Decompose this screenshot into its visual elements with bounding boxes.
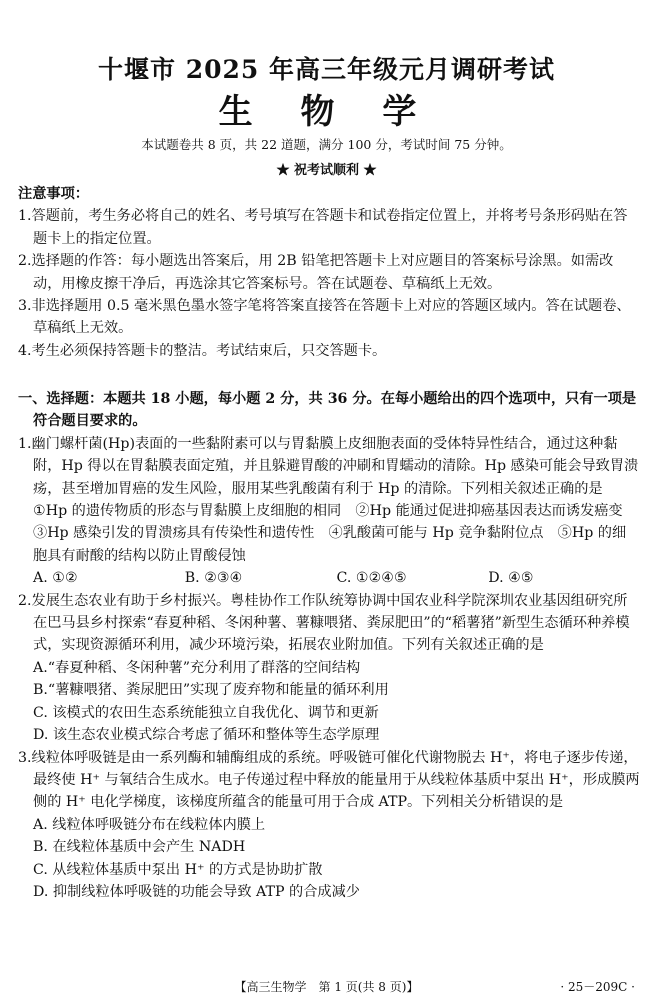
option-b: B. ②③④ [184, 570, 243, 587]
option-c: C. 从线粒体基质中泵出 H⁺ 的方式是协助扩散 [33, 861, 323, 878]
exam-info: 本试题卷共 8 页，共 22 道题，满分 100 分，考试时间 75 分钟。 [141, 137, 512, 152]
notice-item: 3.非选择题用 0.5 毫米黑色墨水签字笔将答案直接答在答题卡上对应的答题区域内。答在试题卷、草稿纸上无效。 [18, 298, 631, 337]
question-3-stem: 3.线粒体呼吸链是由一系列酶和辅酶组成的系统。呼吸链可催化代谢物脱去 H⁺，将电子逐步传递，最终使 H⁺ 与氧结合生成水。电子传递过程中释放的能量用于从线粒体基质中泵出 H⁺，形成膜两侧的 H⁺ 电化学梯度，该梯度所蕴含的能量可用于合成 ATP。下列相关分析错误的是 [18, 749, 640, 811]
option-d: D. 该生态农业模式综合考虑了循环和整体等生态学原理 [33, 727, 380, 744]
option-c: C. 该模式的农田生态系统能独立自我优化、调节和更新 [33, 704, 379, 721]
option-a: A. 线粒体呼吸链分布在线粒体内膜上 [33, 816, 266, 833]
notice-item: 2.选择题的作答：每小题选出答案后，用 2B 铅笔把答题卡上对应题目的答案标号涂黑。如需改动，用橡皮擦干净后，再选涂其它答案标号。答在试题卷、草稿纸上无效。 [18, 253, 614, 292]
notice-heading: 注意事项： [18, 186, 89, 202]
subject-title: 生 物 学 [218, 92, 435, 132]
section-heading: 一、选择题：本题共 18 小题，每小题 2 分，共 36 分。在每小题给出的四个选项中，只有一项是符合题目要求的。 [18, 391, 637, 430]
option-d: D. 抑制线粒体呼吸链的功能会导致 ATP 的合成减少 [33, 883, 360, 900]
exam-title: 十堰市 2025 年高三年级元月调研考试 [98, 55, 555, 84]
page-number: 【高三生物学 第 1 页(共 8 页)】 [234, 980, 419, 994]
good-luck-wish: ★ 祝考试顺利 ★ [276, 163, 377, 178]
notice-section [18, 183, 640, 362]
notice-item: 4.考生必须保持答题卡的整洁。考试结束后，只交答题卡。 [18, 342, 387, 359]
notice-item: 1.答题前，考生务必将自己的姓名、考号填写在答题卡和试卷指定位置上，并将考号条形码贴在答题卡上的指定位置。 [18, 208, 628, 247]
option-a: A. ①② [33, 570, 78, 587]
exam-code: · 25－209C · [560, 980, 635, 994]
option-b: B.“薯糠喂猪、粪尿肥田”实现了废弃物和能量的循环利用 [33, 682, 389, 699]
option-b: B. 在线粒体基质中会产生 NADH [33, 839, 246, 856]
question-2-stem: 2.发展生态农业有助于乡村振兴。粤桂协作工作队统筹协调中国农业科学院深圳农业基因组研究所在巴马县乡村探索“春夏种稻、冬闲种薯、薯糠喂猪、粪尿肥田”的“稻薯猪”新型生态循环种养模式，实现资源循环利用，减少环境污染，拓展农业附加值。下列有关叙述正确的是 [18, 592, 630, 654]
question-1-stem: 1.幽门螺杆菌(Hp)表面的一些黏附素可以与胃黏膜上皮细胞表面的受体特异性结合，通过这种黏附，Hp 得以在胃黏膜表面定殖，并且躲避胃酸的冲刷和胃蠕动的清除。Hp 感染可能会导致胃溃疡，甚至增加胃癌的发生风险，服用某些乳酸菌有利于 Hp 的清除。下列相关叙述正确的是 [18, 435, 639, 497]
question-1-statements: ①Hp 的遗传物质的形态与胃黏膜上皮细胞的相同 ②Hp 能通过促进抑癌基因表达而诱发癌变 ③Hp 感染引发的胃溃疡具有传染性和遗传性 ④乳酸菌可能与 Hp 竞争黏附位点 ⑤Hp 的细胞具有耐酸的结构以防止胃酸侵蚀 [33, 503, 637, 564]
option-d: D. ④⑤ [488, 570, 534, 587]
option-a: A.“春夏种稻、冬闲种薯”充分利用了群落的空间结构 [33, 659, 361, 676]
question-1-options [18, 567, 640, 589]
option-c: C. ①②④⑤ [336, 570, 407, 587]
section-one [18, 388, 640, 903]
